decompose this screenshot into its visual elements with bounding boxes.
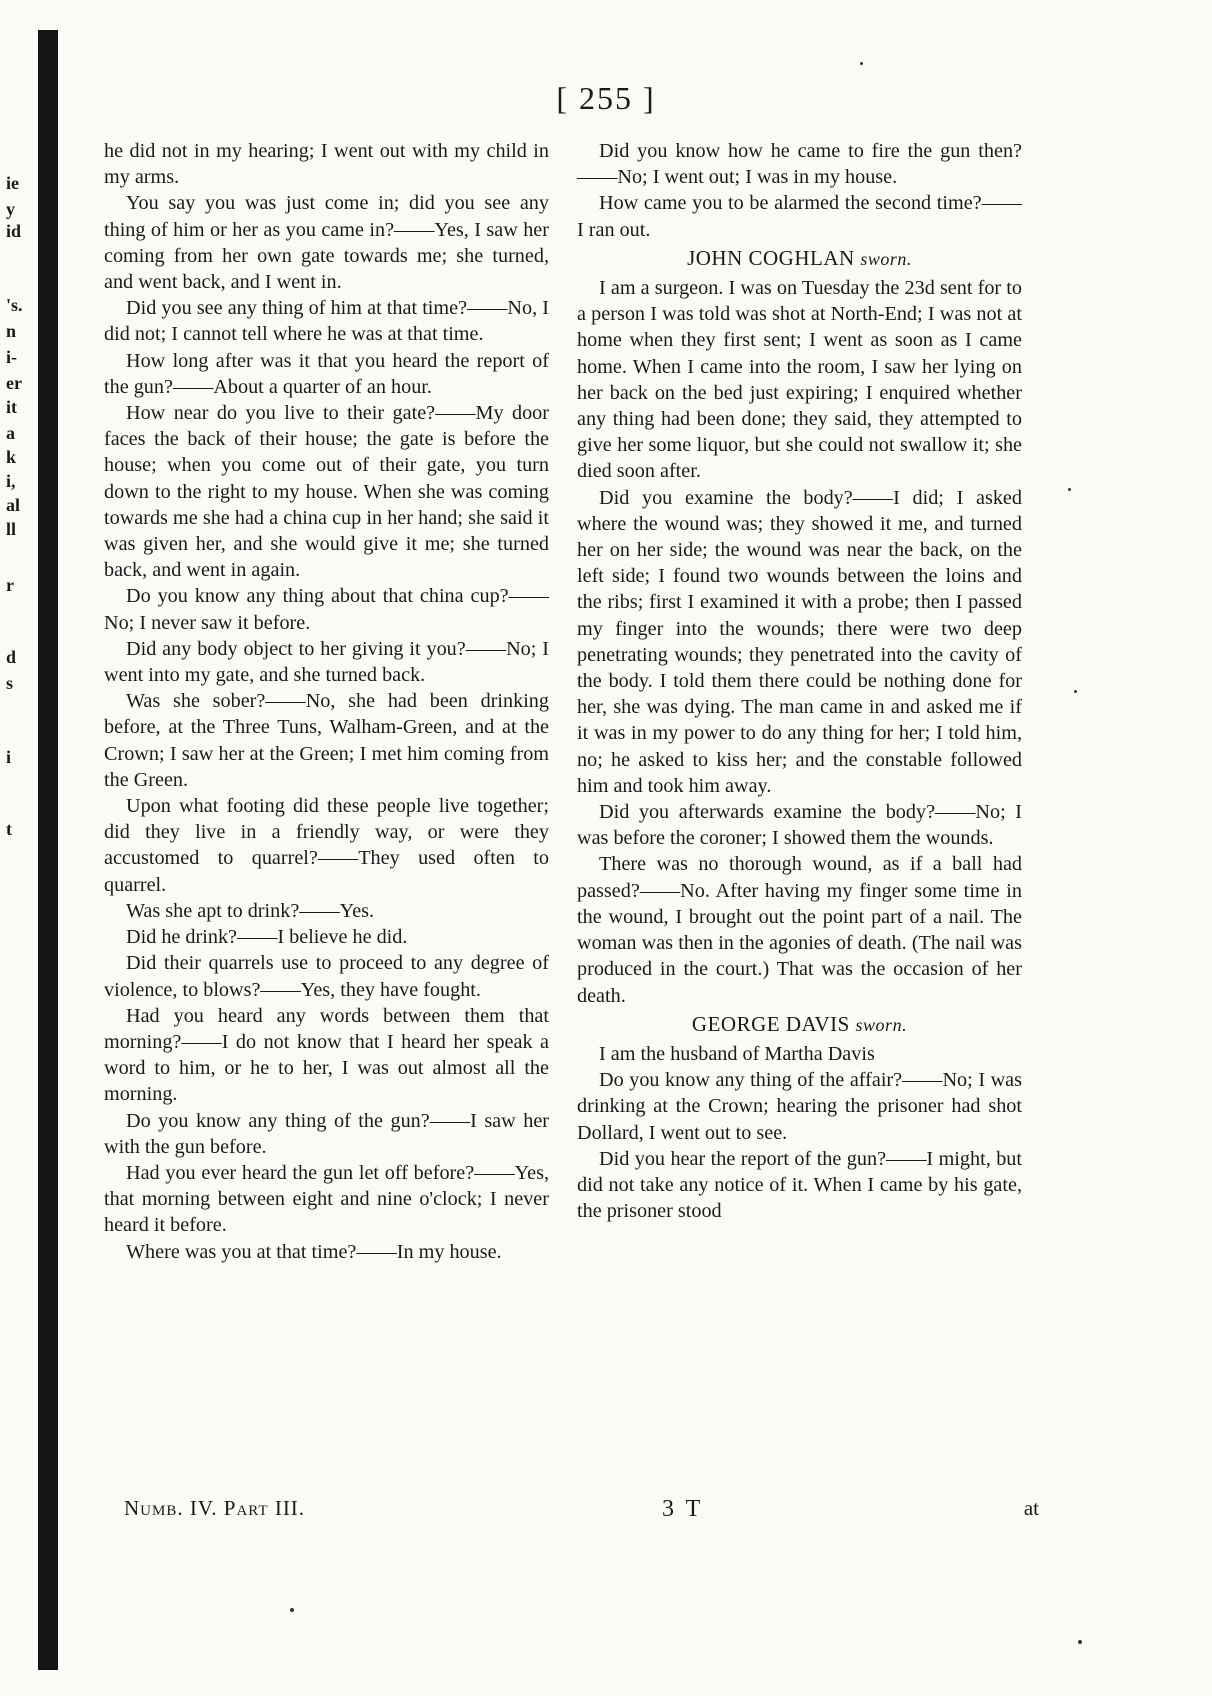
margin-fragment: n: [6, 321, 17, 341]
testimony-paragraph: Where was you at that time?——In my house.: [126, 1240, 502, 1263]
testimony-paragraph: Do you know any thing of the gun?——I saw her with the gun before.: [104, 1109, 549, 1158]
margin-fragment: i: [6, 747, 12, 767]
margin-fragment: 's.: [6, 295, 23, 315]
margin-fragment: t: [6, 819, 12, 839]
witness-name: GEORGE DAVIS: [691, 1011, 850, 1036]
witness-name: JOHN COGHLAN: [687, 245, 855, 270]
margin-fragment: id: [6, 221, 22, 241]
ink-speck: [1074, 690, 1077, 693]
right-column: [577, 138, 1022, 1224]
margin-fragment: i-: [6, 347, 17, 367]
witness-sworn-note: sworn.: [860, 248, 912, 269]
signature-mark: 3 T: [662, 1496, 704, 1522]
margin-fragment: r: [6, 575, 14, 595]
margin-fragment: a: [6, 423, 15, 443]
testimony-paragraph: he did not in my hearing; I went out with my child in my arms.: [104, 140, 549, 189]
margin-fragment: ll: [6, 519, 17, 539]
ink-speck: [860, 62, 863, 65]
testimony-paragraph: How long after was it that you heard the report of the gun?——About a quarter of an hour.: [104, 349, 549, 398]
testimony-paragraph: Did any body object to her giving it you?——No; I went into my gate, and she turned back.: [104, 637, 549, 687]
catchword: at: [1023, 1496, 1039, 1520]
testimony-paragraph: Did you see any thing of him at that time?——No, I did not; I cannot tell where he was at that time.: [104, 297, 549, 346]
testimony-paragraph: Had you ever heard the gun let off before?——Yes, that morning between eight and nine o'clock; I never heard it before.: [104, 1161, 549, 1237]
margin-fragment: k: [6, 447, 17, 467]
testimony-paragraph: I am a surgeon. I was on Tuesday the 23d sent for to a person I was told was shot at North-End; I was not at home when they first sent; I went as soon as I came home. When I came into the room, I saw her lying on her back on the bed just expiring; I enquired whether any thing had been done; they said, they attempted to give her some liquor, but she could not swallow it; she died soon after.: [577, 277, 1022, 483]
testimony-paragraph: Did he drink?——I believe he did.: [126, 926, 408, 949]
testimony-paragraph: Did you afterwards examine the body?——No; I was before the coroner; I showed them the wounds.: [577, 801, 1022, 850]
margin-fragment: y: [6, 199, 15, 219]
margin-fragment: d: [6, 647, 17, 667]
testimony-paragraph: Had you heard any words between them that morning?——I do not know that I heard her speak a word to him, or he to her, I was out almost all the morning.: [104, 1004, 549, 1106]
testimony-paragraph: Was she apt to drink?——Yes.: [126, 899, 375, 922]
margin-fragment: er: [6, 373, 22, 393]
margin-bleed-through: [0, 150, 32, 1150]
page-footer: [104, 1496, 1039, 1526]
margin-fragment: al: [6, 495, 21, 515]
page-number: [ 255 ]: [556, 80, 656, 116]
left-column: [104, 138, 549, 1265]
testimony-paragraph: There was no thorough wound, as if a ball had passed?——No. After having my finger some time in the wound, I brought out the point part of a nail. The woman was then in the agonies of death. (The nail was produced in the court.) That was the occasion of her death.: [577, 853, 1022, 1007]
ink-speck: [1078, 1640, 1082, 1644]
margin-fragment: i,: [6, 471, 16, 491]
testimony-paragraph: You say you was just come in; did you see any thing of him or her as you came in?——Yes, I saw her coming from her own gate towards me; she turned, and went back, and I went in.: [104, 192, 549, 294]
testimony-paragraph: Do you know any thing about that china cup?——No; I never saw it before.: [104, 585, 549, 634]
binding-edge: [38, 30, 58, 1670]
testimony-paragraph: Do you know any thing of the affair?——No; I was drinking at the Crown; hearing the prisoner had shot Dollard, I went out to see.: [577, 1069, 1022, 1144]
testimony-paragraph: Did you know how he came to fire the gun then?——No; I went out; I was in my house.: [577, 140, 1022, 189]
testimony-paragraph: How came you to be alarmed the second time?——I ran out.: [577, 192, 1022, 241]
testimony-paragraph: How near do you live to their gate?——My door faces the back of their house; the gate is before the house; when you come out of their gate, you turn down to the right to my house. When she was coming towards me she had a china cup in her hand; she said it was given her, and she would give it me; she turned back, and went in again.: [104, 402, 549, 582]
ink-speck: [290, 1608, 294, 1612]
testimony-paragraph: Did you examine the body?——I did; I asked where the wound was; they showed it me, and turned her on her side; the wound was near the back, on the left side; I found two wounds between the loins and the ribs; first I examined it with a probe; then I passed my finger into the wounds; there were two deep penetrating wounds; they penetrated into the cavity of the body. I told them there could be nothing done for her, she was dying. The man came in and asked me if it was in my power to do any thing for her; I told him, no; he asked to kiss her; and the constable followed him and took him away.: [577, 486, 1022, 797]
margin-fragment: ie: [6, 173, 19, 193]
witness-sworn-note: sworn.: [855, 1014, 908, 1035]
witness-heading: [577, 1011, 1022, 1038]
margin-fragment: it: [6, 397, 17, 417]
testimony-paragraph: Was she sober?——No, she had been drinking before, at the Three Tuns, Walham-Green, and at the Crown; I saw her at the Green; I met him coming from the Green.: [104, 690, 549, 791]
testimony-paragraph: Upon what footing did these people live together; did they live in a friendly way, or were they accustomed to quarrel?——They used often to quarrel.: [104, 795, 549, 896]
ink-speck: [1068, 488, 1071, 491]
testimony-paragraph: Did their quarrels use to proceed to any degree of violence, to blows?——Yes, they have fought.: [104, 952, 549, 1001]
testimony-paragraph: Did you hear the report of the gun?——I might, but did not take any notice of it. When I came by his gate, the prisoner stood: [577, 1147, 1022, 1223]
witness-heading: [577, 245, 1022, 272]
testimony-paragraph: I am the husband of Martha Davis: [599, 1042, 875, 1065]
signature-note: Numb. IV. Part III.: [124, 1496, 306, 1520]
margin-fragment: s: [6, 673, 14, 693]
